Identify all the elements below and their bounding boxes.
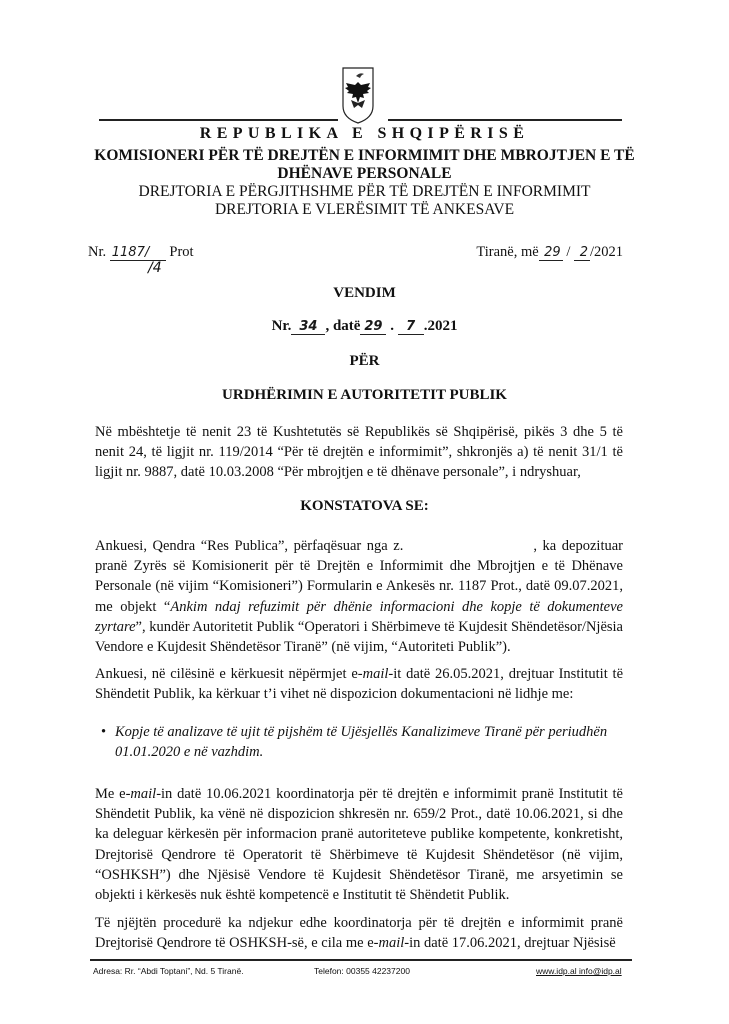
date-day-handwritten: 29 [539, 245, 563, 261]
institution-name [0, 147, 729, 183]
complaint-object: Ankim ndaj refuzimit për dhënie informacioni dhe kopje të dokumenteve zyrtare [95, 598, 623, 635]
decision-number-line: Nr. 34 , datë 29 . 7 .2021 [271, 318, 458, 334]
procedure-text-a: Të njëjtën procedurë ka ndjekur edhe koordinatorja për të drejtën e informimit pranë Drejtorisë Qendrore të OSHKSH-së, e cila me e- [95, 915, 623, 952]
protocol-nr-handwritten: 1187/ [110, 245, 166, 261]
request-text-a: Ankuesi, në cilësinë e kërkuesit nëpërmjet e- [95, 666, 363, 682]
request-email-italic: mail [362, 666, 389, 682]
procedure-email-italic: mail [378, 935, 405, 952]
decision-per: PËR [349, 353, 380, 369]
findings-heading: KONSTATOVA SE: [300, 498, 429, 514]
requested-item [101, 722, 623, 762]
complaint-text-a: Ankuesi, Qendra “Res Publica”, përfaqësuar nga z. [95, 538, 404, 554]
procedure-paragraph [95, 913, 623, 953]
decision-day-handwritten: 29 [360, 319, 386, 335]
date-month-handwritten: 2 [574, 245, 590, 261]
procedure-text-b: -in datë 17.06.2021, drejtuar Njësisë [404, 935, 616, 952]
country-title: REPUBLIKA E SHQIPËRISË [199, 125, 530, 142]
decision-title: VENDIM [333, 285, 396, 301]
protocol-suffix: Prot [169, 244, 194, 260]
footer-phone: Telefon: 00355 42237200 [314, 966, 410, 976]
decision-year: .2021 [423, 318, 458, 334]
protocol-nr-label: Nr. [88, 244, 107, 260]
request-text-b: -it datë 26.05.2021, drejtuar Institutit të Shëndetit Publik, ka kërkuar t’i vihet në dispozicion dokumentacioni në lidhje me: [95, 666, 624, 703]
date-year: /2021 [589, 244, 623, 260]
directorate: DREJTORIA E VLERËSIMIT TË ANKESAVE [214, 201, 515, 218]
decision-month-handwritten: 7 [398, 319, 424, 335]
header-rule-right [388, 119, 622, 121]
header-rule-left [99, 119, 338, 121]
decision-nr-handwritten: 34 [291, 319, 325, 335]
delegation-text-a: Me e- [95, 786, 131, 802]
directorate-general: DREJTORIA E PËRGJITHSHME PËR TË DREJTËN E INFORMIMIT [138, 183, 591, 200]
footer-links[interactable]: www.idp.al info@idp.al [536, 966, 622, 976]
protocol-number [88, 244, 194, 261]
decision-nr-label: Nr. [271, 318, 292, 334]
legal-basis-paragraph: Në mbështetje të nenit 23 të Kushtetutës së Republikës së Shqipërisë, pikës 3 dhe 5 të nenit 24, të ligjit nr. 119/2014 “Për të drejtën e informimit”, shkronjës a) të nenit 31/1 të ligjit nr. 9887, datë 10.03.2008 “Për mbrojtjen e të dhënave personale”, i ndryshuar, [95, 424, 623, 481]
decision-subject: URDHËRIMIN E AUTORITETIT PUBLIK [222, 387, 507, 403]
requested-item-text: Kopje të analizave të ujit të pijshëm të Ujësjellës Kanalizimeve Tiranë për periudhën 01.01.2020 e në vazhdim. [115, 724, 608, 761]
directorate-block [0, 183, 729, 219]
delegation-text-b: -in datë 10.06.2021 koordinatorja për të drejtën e informimit pranë Institutit të Shëndetit Publik, ka vënë në dispozicion shkresën nr. 659/2 Prot., datë 10.06.2021, si dhe ka deleguar kërkesën për informacion pranë autoriteteve publike kompetente, konkretisht, Drejtorisë Qendrore të Operatorit të Shërbimeve të Kujdesit Shëndetësor (në vijim, “OSHKSH”) dhe Njësisë Vendore të Kujdesit Shëndetësor Tiranë, me arsyetimin se objekti i kërkesës nuk është kompetencë e Institutit të Shëndetit Publik. [95, 786, 623, 904]
bullet-icon: • [101, 724, 107, 740]
complaint-paragraph [95, 536, 623, 657]
complaint-text-c: ”, kundër Autoritetit Publik “Operatori i Shërbimeve të Kujdesit Shëndetësor/Njësia Vendore e Kujdesit Shëndetësor Tiranë” (në vijim, “Autoriteti Publik”). [95, 618, 623, 656]
footer-address: Adresa: Rr. “Abdi Toptani”, Nd. 5 Tiranë. [93, 966, 244, 976]
institution-line-2: DHËNAVE PERSONALE [277, 165, 452, 182]
decision-date-label: , datë [325, 318, 361, 334]
delegation-paragraph [95, 784, 623, 905]
protocol-sub-handwritten: /4 [148, 260, 162, 276]
institution-line-1: KOMISIONERI PËR TË DREJTËN E INFORMIMIT DHE MBROJTJEN E TË [94, 147, 635, 164]
document-date: Tiranë, më 29 / 2 /2021 [476, 244, 623, 260]
delegation-email-italic: mail [130, 786, 157, 802]
complaint-text-b: , ka depozituar pranë Zyrës së Komisionerit për të Drejtën e Informimit dhe Mbrojtjen e të Dhënave Personale (në vijim “Komisioneri”) Formularin e Ankesës nr. 1187 Prot., datë 09.07.2021, me objekt “ [95, 538, 623, 615]
place-label: Tiranë, më [476, 244, 539, 260]
request-paragraph [95, 664, 623, 704]
coat-of-arms-icon [341, 66, 375, 124]
footer-rule [90, 959, 632, 961]
